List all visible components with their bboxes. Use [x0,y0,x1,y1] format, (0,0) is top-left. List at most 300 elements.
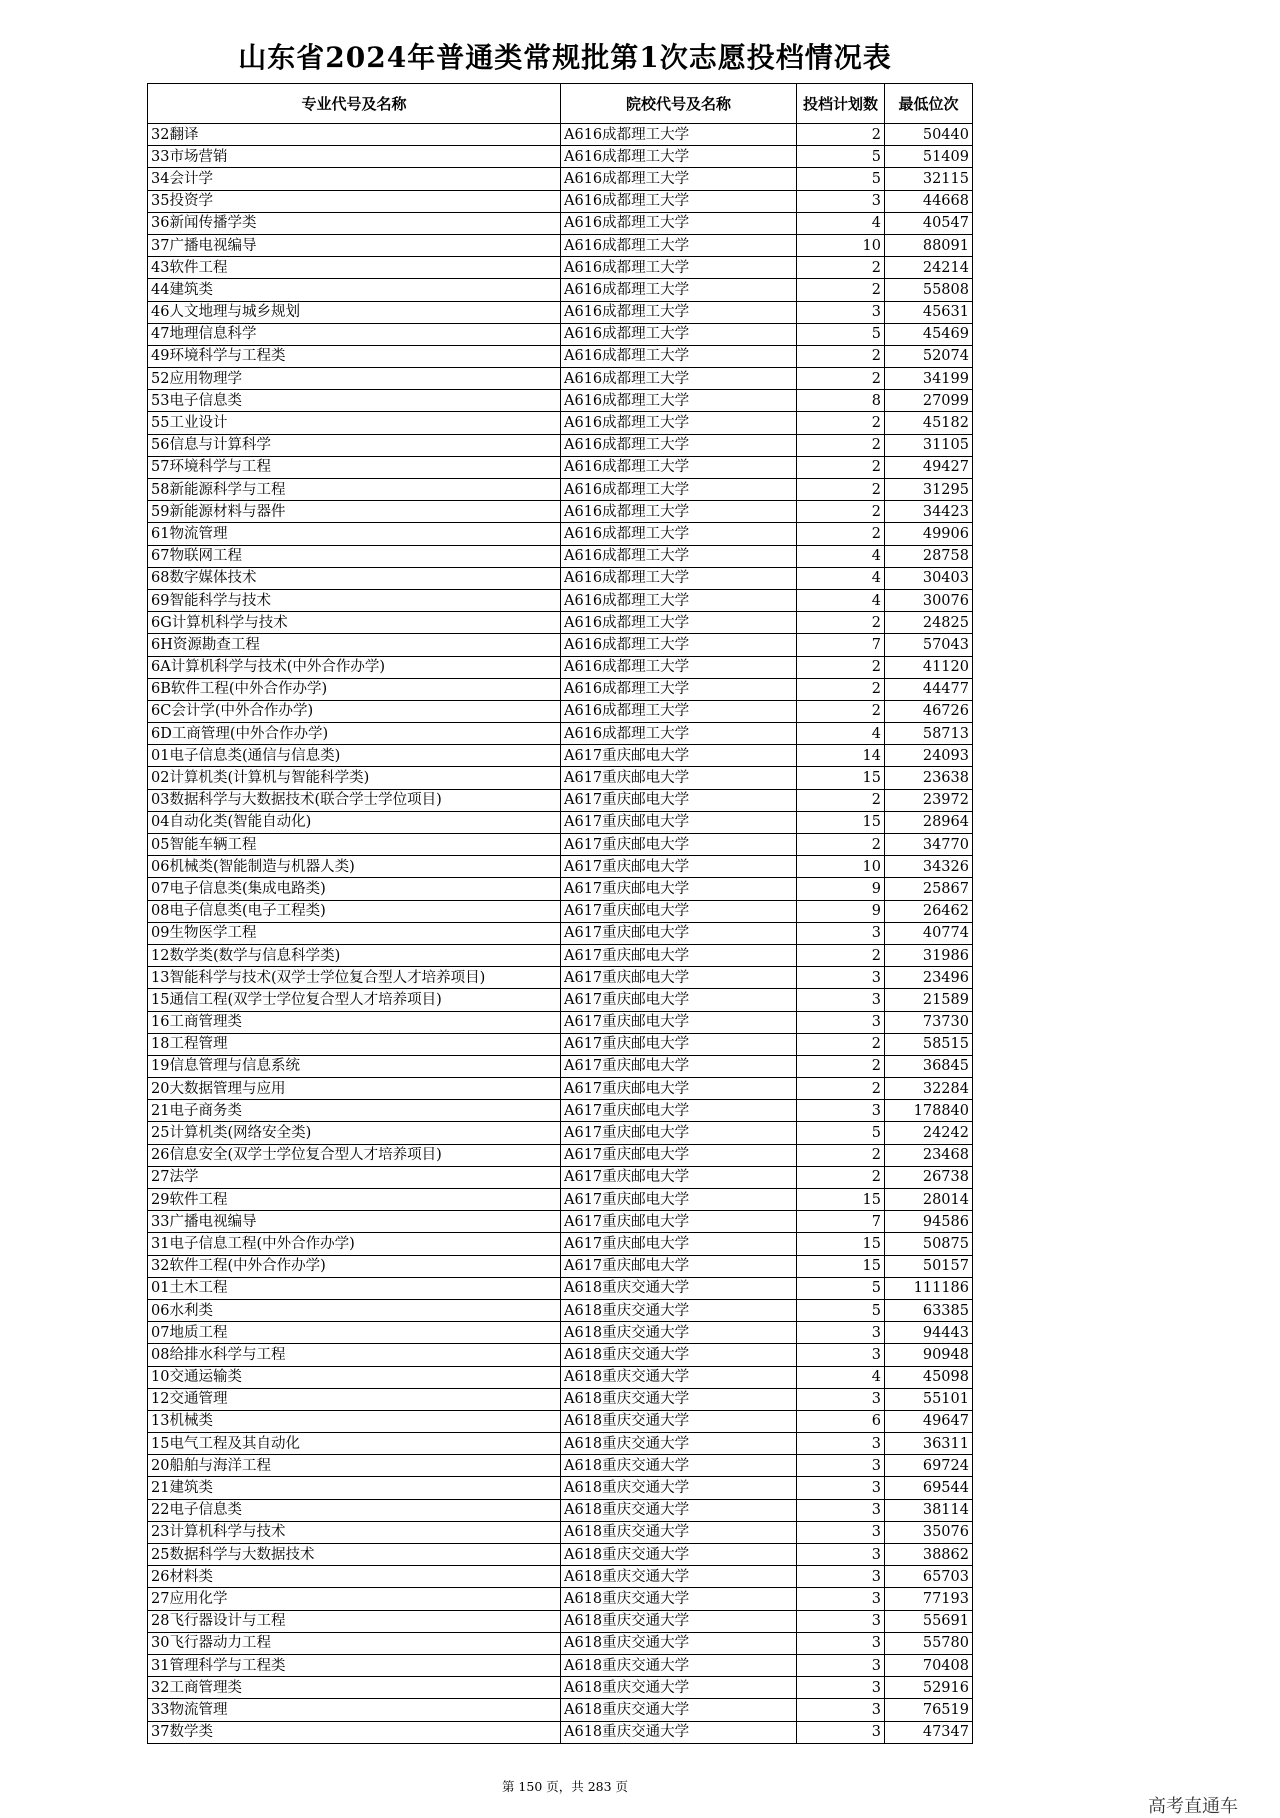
table-row [148,1588,973,1610]
cell-major: 02计算机类(计算机与智能科学类) [148,767,561,789]
cell-school: A617重庆邮电大学 [561,878,797,900]
cell-major: 15通信工程(双学士学位复合型人才培养项目) [148,989,561,1011]
table-row [148,1433,973,1455]
cell-min-rank: 111186 [885,1277,973,1299]
table-row [148,257,973,279]
table-row [148,1632,973,1654]
table-row [148,456,973,478]
header-row [148,84,973,124]
watermark-text: 高考直通车 [1148,1796,1238,1817]
cell-min-rank: 63385 [885,1299,973,1321]
cell-plan-count: 3 [797,1588,885,1610]
cell-school: A617重庆邮电大学 [561,1233,797,1255]
cell-min-rank: 24825 [885,612,973,634]
table-row [148,1100,973,1122]
table-row [148,1388,973,1410]
cell-plan-count: 3 [797,1677,885,1699]
table-row [148,1211,973,1233]
cell-plan-count: 10 [797,856,885,878]
cell-school: A616成都理工大学 [561,412,797,434]
cell-plan-count: 10 [797,234,885,256]
cell-min-rank: 47347 [885,1721,973,1743]
cell-major: 27应用化学 [148,1588,561,1610]
table-row [148,479,973,501]
cell-school: A616成都理工大学 [561,545,797,567]
cell-min-rank: 24242 [885,1122,973,1144]
cell-major: 16工商管理类 [148,1011,561,1033]
cell-major: 08给排水科学与工程 [148,1344,561,1366]
cell-min-rank: 41120 [885,656,973,678]
cell-major: 6H资源勘查工程 [148,634,561,656]
cell-school: A616成都理工大学 [561,234,797,256]
cell-school: A616成都理工大学 [561,589,797,611]
cell-min-rank: 32115 [885,168,973,190]
cell-major: 01土木工程 [148,1277,561,1299]
table-row [148,1299,973,1321]
cell-plan-count: 15 [797,767,885,789]
cell-major: 6D工商管理(中外合作办学) [148,723,561,745]
cell-min-rank: 30403 [885,567,973,589]
cell-school: A616成都理工大学 [561,567,797,589]
cell-min-rank: 28964 [885,811,973,833]
table-row [148,545,973,567]
table-row [148,1455,973,1477]
cell-school: A617重庆邮电大学 [561,767,797,789]
table-row [148,368,973,390]
cell-major: 47地理信息科学 [148,323,561,345]
cell-min-rank: 90948 [885,1344,973,1366]
cell-min-rank: 35076 [885,1521,973,1543]
cell-plan-count: 7 [797,1211,885,1233]
cell-plan-count: 2 [797,345,885,367]
cell-major: 21电子商务类 [148,1100,561,1122]
cell-school: A616成都理工大学 [561,190,797,212]
table-row [148,967,973,989]
table-row [148,856,973,878]
table-row [148,1166,973,1188]
cell-major: 6B软件工程(中外合作办学) [148,678,561,700]
table-row [148,1477,973,1499]
cell-school: A618重庆交通大学 [561,1610,797,1632]
cell-major: 13智能科学与技术(双学士学位复合型人才培养项目) [148,967,561,989]
table-row [148,1144,973,1166]
cell-min-rank: 49427 [885,456,973,478]
cell-major: 55工业设计 [148,412,561,434]
table-row [148,811,973,833]
cell-min-rank: 45631 [885,301,973,323]
cell-school: A618重庆交通大学 [561,1499,797,1521]
cell-school: A616成都理工大学 [561,279,797,301]
cell-min-rank: 44668 [885,190,973,212]
cell-school: A616成都理工大学 [561,479,797,501]
cell-plan-count: 2 [797,1078,885,1100]
cell-school: A616成都理工大学 [561,456,797,478]
cell-plan-count: 2 [797,456,885,478]
cell-plan-count: 5 [797,146,885,168]
cell-major: 33物流管理 [148,1699,561,1721]
cell-major: 53电子信息类 [148,390,561,412]
cell-min-rank: 58515 [885,1033,973,1055]
table-row [148,1544,973,1566]
cell-school: A617重庆邮电大学 [561,1055,797,1077]
cell-plan-count: 5 [797,1277,885,1299]
cell-min-rank: 45469 [885,323,973,345]
cell-school: A617重庆邮电大学 [561,922,797,944]
cell-school: A616成都理工大学 [561,146,797,168]
cell-plan-count: 8 [797,390,885,412]
cell-major: 06水利类 [148,1299,561,1321]
cell-school: A618重庆交通大学 [561,1588,797,1610]
cell-min-rank: 46726 [885,700,973,722]
table-row [148,1699,973,1721]
cell-school: A618重庆交通大学 [561,1277,797,1299]
table-row [148,745,973,767]
cell-plan-count: 2 [797,1033,885,1055]
cell-min-rank: 69724 [885,1455,973,1477]
cell-plan-count: 2 [797,412,885,434]
table-row [148,501,973,523]
table-row [148,1078,973,1100]
cell-school: A616成都理工大学 [561,656,797,678]
cell-major: 57环境科学与工程 [148,456,561,478]
cell-min-rank: 32284 [885,1078,973,1100]
cell-major: 59新能源材料与器件 [148,501,561,523]
cell-major: 35投资学 [148,190,561,212]
table-row [148,124,973,146]
cell-min-rank: 50440 [885,124,973,146]
cell-school: A617重庆邮电大学 [561,1211,797,1233]
cell-major: 20大数据管理与应用 [148,1078,561,1100]
cell-min-rank: 94586 [885,1211,973,1233]
cell-major: 37广播电视编导 [148,234,561,256]
table-row [148,589,973,611]
cell-major: 30飞行器动力工程 [148,1632,561,1654]
table-row [148,1033,973,1055]
cell-major: 32翻译 [148,124,561,146]
cell-major: 09生物医学工程 [148,922,561,944]
table-row [148,434,973,456]
cell-plan-count: 3 [797,1610,885,1632]
cell-min-rank: 31295 [885,479,973,501]
cell-min-rank: 76519 [885,1699,973,1721]
cell-plan-count: 9 [797,878,885,900]
cell-school: A617重庆邮电大学 [561,1011,797,1033]
cell-major: 52应用物理学 [148,368,561,390]
cell-plan-count: 15 [797,1255,885,1277]
cell-min-rank: 50875 [885,1233,973,1255]
cell-major: 07电子信息类(集成电路类) [148,878,561,900]
cell-min-rank: 23496 [885,967,973,989]
cell-school: A618重庆交通大学 [561,1566,797,1588]
cell-plan-count: 3 [797,1566,885,1588]
cell-min-rank: 36311 [885,1433,973,1455]
cell-major: 08电子信息类(电子工程类) [148,900,561,922]
cell-major: 43软件工程 [148,257,561,279]
cell-school: A618重庆交通大学 [561,1477,797,1499]
cell-min-rank: 70408 [885,1654,973,1676]
header-major: 专业代号及名称 [148,84,561,124]
cell-min-rank: 178840 [885,1100,973,1122]
cell-major: 28飞行器设计与工程 [148,1610,561,1632]
table-row [148,1521,973,1543]
table-row [148,1566,973,1588]
cell-major: 31管理科学与工程类 [148,1654,561,1676]
cell-school: A618重庆交通大学 [561,1366,797,1388]
table-row [148,612,973,634]
cell-major: 23计算机科学与技术 [148,1521,561,1543]
cell-school: A616成都理工大学 [561,212,797,234]
cell-school: A616成都理工大学 [561,368,797,390]
cell-min-rank: 52074 [885,345,973,367]
cell-major: 27法学 [148,1166,561,1188]
cell-plan-count: 15 [797,811,885,833]
cell-plan-count: 2 [797,789,885,811]
cell-school: A616成都理工大学 [561,501,797,523]
cell-school: A617重庆邮电大学 [561,1078,797,1100]
cell-school: A616成都理工大学 [561,168,797,190]
page-title: 山东省2024年普通类常规批第1次志愿投档情况表 [238,41,892,74]
header-plan-count: 投档计划数 [797,84,885,124]
cell-plan-count: 3 [797,1699,885,1721]
cell-plan-count: 3 [797,1455,885,1477]
cell-min-rank: 38862 [885,1544,973,1566]
cell-min-rank: 24093 [885,745,973,767]
table-row [148,834,973,856]
table-row [148,146,973,168]
cell-min-rank: 69544 [885,1477,973,1499]
cell-plan-count: 7 [797,634,885,656]
cell-major: 6A计算机科学与技术(中外合作办学) [148,656,561,678]
cell-min-rank: 24214 [885,257,973,279]
cell-min-rank: 58713 [885,723,973,745]
cell-major: 07地质工程 [148,1322,561,1344]
cell-school: A616成都理工大学 [561,634,797,656]
cell-min-rank: 52916 [885,1677,973,1699]
cell-plan-count: 3 [797,1499,885,1521]
cell-school: A616成都理工大学 [561,678,797,700]
cell-min-rank: 55780 [885,1632,973,1654]
cell-plan-count: 2 [797,257,885,279]
cell-plan-count: 14 [797,745,885,767]
cell-plan-count: 3 [797,1632,885,1654]
cell-plan-count: 3 [797,1521,885,1543]
cell-school: A618重庆交通大学 [561,1544,797,1566]
cell-major: 25计算机类(网络安全类) [148,1122,561,1144]
cell-min-rank: 31105 [885,434,973,456]
cell-school: A617重庆邮电大学 [561,745,797,767]
cell-major: 6G计算机科学与技术 [148,612,561,634]
table-row [148,190,973,212]
cell-plan-count: 4 [797,589,885,611]
page-footer: 第 150 页，共 283 页 [501,1779,629,1794]
cell-school: A617重庆邮电大学 [561,1144,797,1166]
cell-school: A616成都理工大学 [561,390,797,412]
cell-major: 26材料类 [148,1566,561,1588]
table-row [148,1122,973,1144]
cell-major: 32工商管理类 [148,1677,561,1699]
cell-min-rank: 34770 [885,834,973,856]
cell-plan-count: 3 [797,1388,885,1410]
cell-school: A616成都理工大学 [561,434,797,456]
cell-major: 56信息与计算科学 [148,434,561,456]
cell-plan-count: 3 [797,1544,885,1566]
table-row [148,1055,973,1077]
cell-plan-count: 3 [797,190,885,212]
table-row [148,634,973,656]
cell-min-rank: 40774 [885,922,973,944]
cell-school: A617重庆邮电大学 [561,900,797,922]
cell-major: 26信息安全(双学士学位复合型人才培养项目) [148,1144,561,1166]
cell-school: A617重庆邮电大学 [561,989,797,1011]
cell-min-rank: 40547 [885,212,973,234]
cell-major: 15电气工程及其自动化 [148,1433,561,1455]
cell-school: A618重庆交通大学 [561,1632,797,1654]
cell-major: 10交通运输类 [148,1366,561,1388]
cell-min-rank: 55101 [885,1388,973,1410]
table-row [148,700,973,722]
cell-plan-count: 2 [797,124,885,146]
cell-min-rank: 34423 [885,501,973,523]
cell-major: 31电子信息工程(中外合作办学) [148,1233,561,1255]
table-row [148,301,973,323]
cell-school: A616成都理工大学 [561,612,797,634]
cell-school: A618重庆交通大学 [561,1433,797,1455]
table-row [148,212,973,234]
cell-school: A618重庆交通大学 [561,1410,797,1432]
cell-min-rank: 45182 [885,412,973,434]
cell-major: 34会计学 [148,168,561,190]
cell-min-rank: 23972 [885,789,973,811]
table-row [148,922,973,944]
table-row [148,1322,973,1344]
cell-plan-count: 2 [797,434,885,456]
cell-major: 13机械类 [148,1410,561,1432]
cell-school: A617重庆邮电大学 [561,1033,797,1055]
table-row [148,878,973,900]
cell-school: A617重庆邮电大学 [561,834,797,856]
cell-school: A617重庆邮电大学 [561,1166,797,1188]
table-row [148,1277,973,1299]
cell-plan-count: 2 [797,368,885,390]
cell-plan-count: 3 [797,1011,885,1033]
table-row [148,1721,973,1743]
cell-major: 68数字媒体技术 [148,567,561,589]
cell-min-rank: 73730 [885,1011,973,1033]
table-row [148,168,973,190]
cell-plan-count: 2 [797,656,885,678]
cell-plan-count: 2 [797,479,885,501]
cell-min-rank: 38114 [885,1499,973,1521]
cell-plan-count: 3 [797,301,885,323]
cell-school: A617重庆邮电大学 [561,789,797,811]
cell-plan-count: 4 [797,212,885,234]
cell-major: 25数据科学与大数据技术 [148,1544,561,1566]
cell-major: 12交通管理 [148,1388,561,1410]
cell-plan-count: 4 [797,567,885,589]
cell-school: A617重庆邮电大学 [561,1255,797,1277]
cell-major: 6C会计学(中外合作办学) [148,700,561,722]
cell-plan-count: 3 [797,1477,885,1499]
cell-major: 29软件工程 [148,1189,561,1211]
cell-school: A616成都理工大学 [561,723,797,745]
cell-plan-count: 2 [797,1144,885,1166]
cell-school: A618重庆交通大学 [561,1521,797,1543]
cell-school: A617重庆邮电大学 [561,1100,797,1122]
cell-min-rank: 23638 [885,767,973,789]
cell-major: 04自动化类(智能自动化) [148,811,561,833]
cell-min-rank: 28014 [885,1189,973,1211]
cell-major: 33市场营销 [148,146,561,168]
cell-school: A618重庆交通大学 [561,1344,797,1366]
cell-school: A616成都理工大学 [561,323,797,345]
cell-school: A617重庆邮电大学 [561,967,797,989]
cell-major: 37数学类 [148,1721,561,1743]
cell-major: 69智能科学与技术 [148,589,561,611]
cell-school: A616成都理工大学 [561,257,797,279]
cell-school: A617重庆邮电大学 [561,1189,797,1211]
cell-school: A617重庆邮电大学 [561,811,797,833]
cell-major: 67物联网工程 [148,545,561,567]
cell-min-rank: 34199 [885,368,973,390]
cell-major: 32软件工程(中外合作办学) [148,1255,561,1277]
cell-plan-count: 6 [797,1410,885,1432]
table-row [148,1233,973,1255]
table-row [148,345,973,367]
cell-plan-count: 2 [797,1055,885,1077]
cell-plan-count: 3 [797,1654,885,1676]
admission-table [147,83,973,1744]
table-row [148,1189,973,1211]
cell-major: 19信息管理与信息系统 [148,1055,561,1077]
cell-min-rank: 44477 [885,678,973,700]
cell-major: 36新闻传播学类 [148,212,561,234]
cell-min-rank: 30076 [885,589,973,611]
table-row [148,678,973,700]
table-row [148,412,973,434]
cell-plan-count: 2 [797,612,885,634]
cell-school: A616成都理工大学 [561,345,797,367]
cell-plan-count: 4 [797,723,885,745]
cell-min-rank: 21589 [885,989,973,1011]
cell-school: A618重庆交通大学 [561,1721,797,1743]
table-row [148,390,973,412]
table-row [148,523,973,545]
cell-plan-count: 5 [797,168,885,190]
cell-major: 01电子信息类(通信与信息类) [148,745,561,767]
cell-plan-count: 2 [797,944,885,966]
cell-min-rank: 77193 [885,1588,973,1610]
table-row [148,1654,973,1676]
table-row [148,1255,973,1277]
cell-min-rank: 57043 [885,634,973,656]
cell-plan-count: 2 [797,834,885,856]
cell-plan-count: 2 [797,678,885,700]
table-row [148,1410,973,1432]
cell-plan-count: 4 [797,1366,885,1388]
cell-min-rank: 50157 [885,1255,973,1277]
cell-min-rank: 55691 [885,1610,973,1632]
cell-min-rank: 51409 [885,146,973,168]
cell-plan-count: 3 [797,1344,885,1366]
cell-min-rank: 25867 [885,878,973,900]
cell-major: 21建筑类 [148,1477,561,1499]
cell-plan-count: 2 [797,501,885,523]
cell-major: 20船舶与海洋工程 [148,1455,561,1477]
table-row [148,1499,973,1521]
cell-major: 05智能车辆工程 [148,834,561,856]
cell-plan-count: 2 [797,1166,885,1188]
cell-min-rank: 34326 [885,856,973,878]
